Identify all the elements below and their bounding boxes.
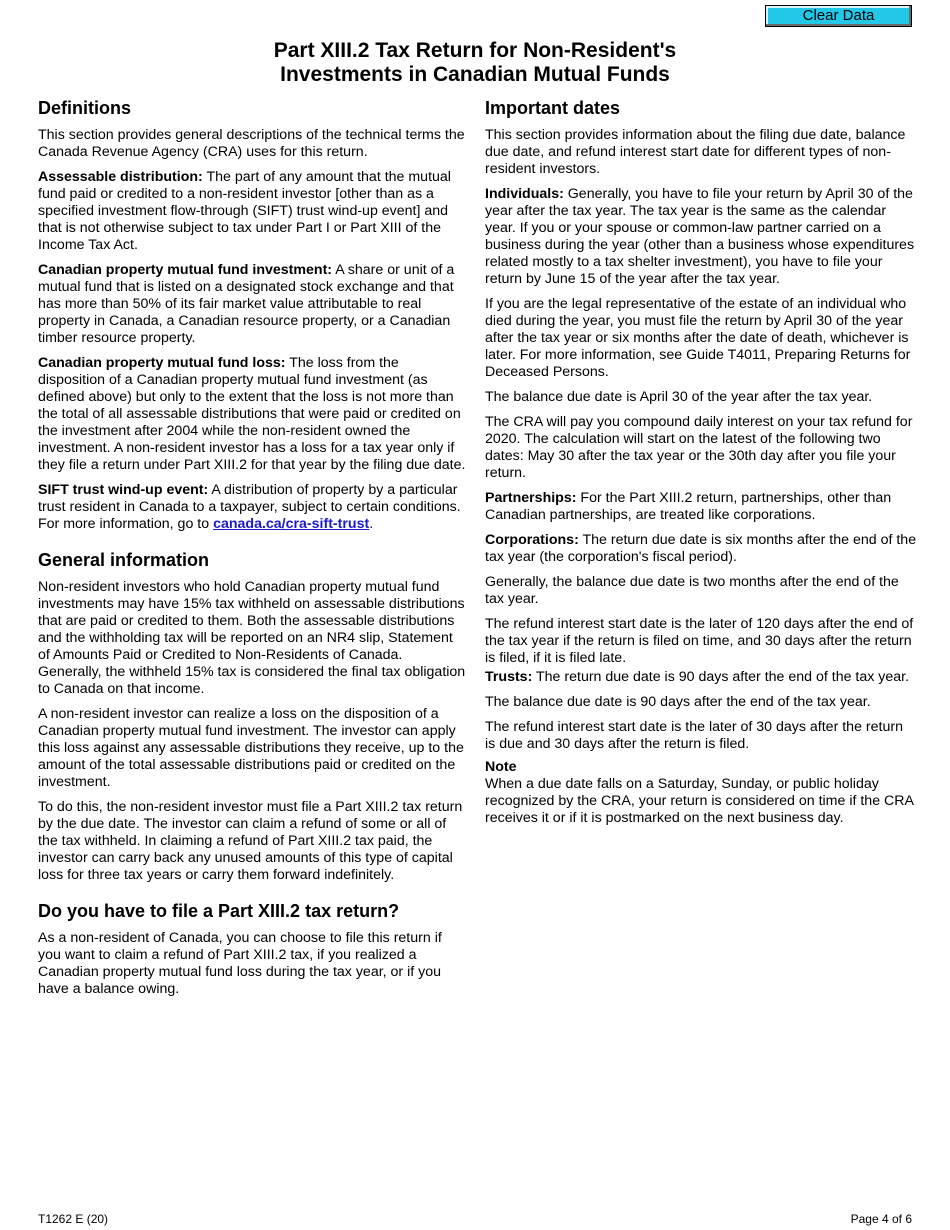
right-column	[485, 97, 917, 835]
file-return-text: As a non-resident of Canada, you can choose to file this return if you want to claim a refund of Part XIII.2 tax, if you realized a Canadian property mutual fund loss during the tax year, or if you have a balance owing.	[38, 930, 442, 997]
balance-individual-paragraph: The balance due date is April 30 of the year after the tax year.	[485, 389, 873, 405]
partnerships-term: Partnerships:	[485, 490, 577, 506]
definition-text: The part of any amount that the mutual fund paid or credited to a non-resident investor [other than as a specified investment flow-through (SIFT) trust wind-up event] and that is not otherwise subject to tax under Part I or Part XIII of the Income Tax Act.	[38, 169, 451, 253]
definitions-heading: Definitions	[38, 98, 131, 118]
balance-corp-paragraph: Generally, the balance due date is two months after the end of the tax year.	[485, 574, 899, 607]
individuals-text: Generally, you have to file your return by April 30 of the year after the tax year. The tax year is the same as the calendar year. If you or your spouse or common-law partner carried on a business during the year (other than a business whose expenditures related mostly to a tax shelter investment), you have to file your return by June 15 of the year after the tax year.	[485, 186, 915, 287]
trusts-paragraph	[485, 669, 917, 686]
definition-text: The loss from the disposition of a Canadian property mutual fund investment (as defined above) but only to the extent that the loss is not more than the total of all assessable distributions that were paid or credited on the investment after 2004 while the non-resident owned the investment. A non-resident investor has a loss for a tax year only if they file a return under Part XIII.2 for that year by the filing due date.	[38, 355, 466, 473]
general-information-heading: General information	[38, 550, 210, 570]
definition-term: SIFT trust wind-up event:	[38, 482, 209, 498]
page-number: Page 4 of 6	[850, 1212, 912, 1226]
interest-corp-paragraph: The refund interest start date is the later of 120 days after the end of the tax year if the return is filed on time, and 30 days after the return is filed, if it is filed late.	[485, 616, 914, 666]
balance-trust-paragraph: The balance due date is 90 days after the end of the tax year.	[485, 694, 871, 710]
corporations-paragraph	[485, 532, 917, 566]
note-text: When a due date falls on a Saturday, Sunday, or public holiday recognized by the CRA, your return is considered on time if the CRA receives it or if it is postmarked on the next business day.	[485, 776, 914, 826]
title-line-2: Investments in Canadian Mutual Funds	[280, 63, 670, 86]
form-code: T1262 E (20)	[38, 1212, 109, 1226]
important-dates-heading: Important dates	[485, 98, 621, 118]
left-column	[38, 97, 466, 1006]
dates-intro: This section provides information about the filing due date, balance due date, and refund interest start date for different types of non-resident investors.	[485, 127, 906, 177]
individuals-term: Individuals:	[485, 186, 564, 202]
definition-term: Canadian property mutual fund loss:	[38, 355, 286, 371]
interest-individual-paragraph: The CRA will pay you compound daily interest on your tax refund for 2020. The calculation will start on the latest of the following two dates: May 30 after the tax year or the 30th day after you file your return.	[485, 414, 913, 481]
trusts-text: The return due date is 90 days after the end of the tax year.	[532, 669, 910, 685]
general-paragraph-1: Non-resident investors who hold Canadian property mutual fund investments may have 15% tax withheld on assessable distributions that are paid or credited to them. Both the assessable distributions and the withholding tax will be reported on an NR4 slip, Statement of Amounts Paid or Credited to Non-Residents of Canada. Generally, the withheld 15% tax is considered the final tax obligation to Canada on that income.	[38, 579, 466, 697]
individuals-paragraph	[485, 186, 917, 288]
corporations-term: Corporations:	[485, 532, 579, 548]
general-paragraph-3: To do this, the non-resident investor must file a Part XIII.2 tax return by the due date. The investor can claim a refund of some or all of the tax withheld. In claiming a refund of Part XIII.2 tax paid, the investor can carry back any unused amounts of this type of capital loss for three tax years or carry them forward indefinitely.	[38, 799, 463, 883]
file-return-heading: Do you have to file a Part XIII.2 tax return?	[38, 901, 400, 921]
partnerships-text: For the Part XIII.2 return, partnerships, other than Canadian partnerships, are treated like corporations.	[485, 490, 892, 523]
sift-trust-link[interactable]: canada.ca/cra-sift-trust	[213, 516, 370, 532]
definition-sift-trust-event	[38, 482, 466, 533]
definition-term: Assessable distribution:	[38, 169, 203, 185]
general-paragraph-2: A non-resident investor can realize a loss on the disposition of a Canadian property mutual fund investment. The investor can apply this loss against any assessable distributions they receive, up to the amount of the total assessable distributions paid or credited on the investment.	[38, 706, 464, 790]
definition-property-fund-investment	[38, 262, 466, 347]
trusts-term: Trusts:	[485, 669, 533, 685]
page-title	[0, 39, 950, 87]
definition-end: .	[369, 516, 374, 532]
title-line-1: Part XIII.2 Tax Return for Non-Resident's	[273, 39, 677, 62]
definition-term: Canadian property mutual fund investment:	[38, 262, 333, 278]
interest-trust-paragraph: The refund interest start date is the later of 30 days after the return is due and 30 days after the return is filed.	[485, 719, 903, 752]
definition-assessable-distribution	[38, 169, 466, 254]
estate-paragraph: If you are the legal representative of the estate of an individual who died during the year, you must file the return by April 30 of the year after the tax year or six months after the date of death, whichever is later. For more information, see Guide T4011, Preparing Returns for Deceased Persons.	[485, 296, 911, 380]
note-heading: Note	[485, 759, 517, 775]
definition-property-fund-loss	[38, 355, 466, 474]
partnerships-paragraph	[485, 490, 917, 524]
definition-text: A share or unit of a mutual fund that is listed on a designated stock exchange and that has more than 50% of its fair market value attributable to real property in Canada, a Canadian resource property, or a Canadian timber resource property.	[38, 262, 455, 346]
definition-text: A distribution of property by a particular trust resident in Canada to a taxpayer, subject to certain conditions. For more information, go to	[38, 482, 461, 532]
definitions-intro: This section provides general descriptions of the technical terms the Canada Revenue Agency (CRA) uses for this return.	[38, 127, 465, 160]
clear-data-button[interactable]: Clear Data	[765, 5, 912, 27]
corporations-text: The return due date is six months after the end of the tax year (the corporation's fiscal period).	[485, 532, 917, 565]
